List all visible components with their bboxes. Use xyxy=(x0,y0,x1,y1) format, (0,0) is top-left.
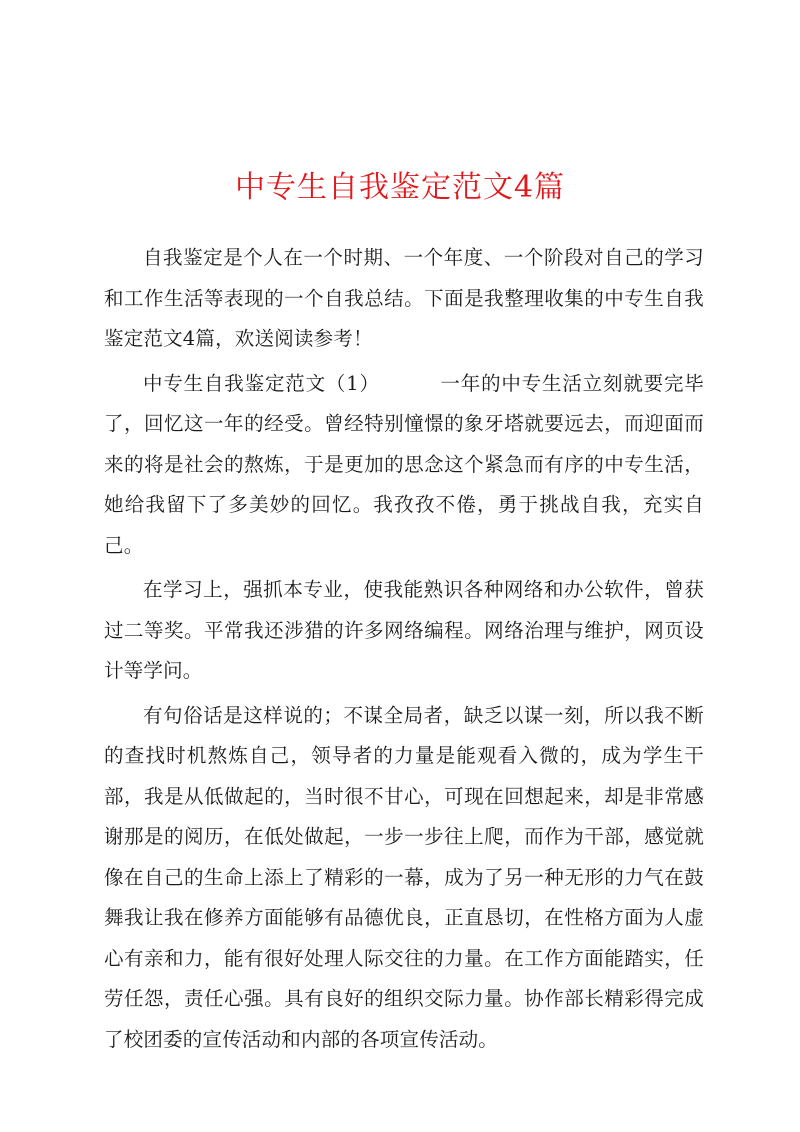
study-paragraph: 在学习上，强抓本专业，使我能熟识各种网络和办公软件，曾获过二等奖。平常我还涉猎的许多网络编程。网络治理与维护，网页设计等学问。 xyxy=(104,578,704,682)
section-1-heading: 中专生自我鉴定范文（1） xyxy=(143,371,380,395)
experience-paragraph: 有句俗话是这样说的；不谋全局者，缺乏以谋一刻，所以我不断的查找时机熬炼自己，领导者的力量是能观看入微的，成为学生干部，我是从低做起的，当时很不甘心，可现在回想起来，却是非常感谢那是的阅历，在低处做起，一步一步往上爬，而作为干部，感觉就像在自己的生命上添上了精彩的一幕，成为了另一种无形的力气在鼓舞我让我在修养方面能够有品德优良，正直恳切，在性格方面为人虚心有亲和力，能有很好处理人际交往的力量。在工作方面能踏实，任劳任怨，责任心强。具有良好的组织交际力量。协作部长精彩得完成了校团委的宣传活动和内部的各项宣传活动。 xyxy=(104,703,704,1051)
document-title: 中专生自我鉴定范文4篇 xyxy=(234,170,566,205)
document-body xyxy=(104,238,704,1064)
section-1-text: 一年的中专生活立刻就要完毕了，回忆这一年的经受。曾经特别憧憬的象牙塔就要远去，而迎面而来的将是社会的熬炼，于是更加的思念这个紧急而有序的中专生活，她给我留下了多美妙的回忆。我孜孜不倦，勇于挑战自我，充实自己。 xyxy=(104,371,704,557)
section-1-paragraph xyxy=(104,364,704,567)
intro-paragraph: 自我鉴定是个人在一个时期、一个年度、一个阶段对自己的学习和工作生活等表现的一个自我总结。下面是我整理收集的中专生自我鉴定范文4篇，欢送阅读参考！ xyxy=(104,246,704,350)
